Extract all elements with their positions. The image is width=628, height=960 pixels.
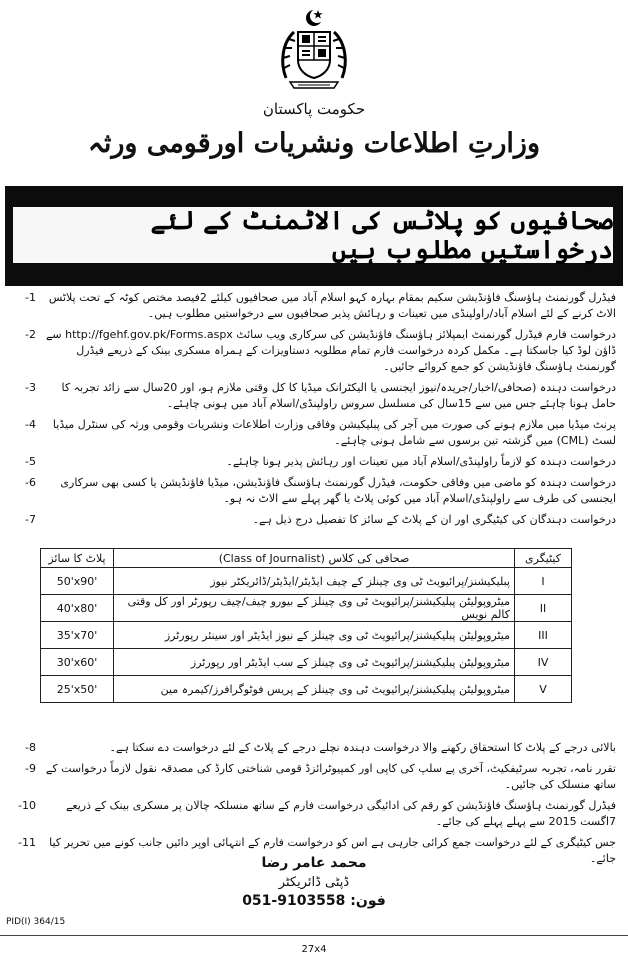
condition-number: -6 xyxy=(25,476,36,489)
condition-text: درخواست فارم فیڈرل گورنمنٹ ایمپلائز ہاؤسنگ فاؤنڈیشن کی سرکاری ویب سائٹ http://fgehf.gov.pk/Forms.aspx سے ڈاؤن لوڈ کیا جاسکتا ہے۔ مکمل کردہ درخواست فارم تمام مطلوبہ دستاویزات کے ہمراہ مسکری بینک کے ذریعے فیڈرل گورنمنٹ ہاؤسنگ فاؤنڈیشن کو جمع کروائے جائیں۔ xyxy=(45,328,616,373)
condition-text: درخواست دہندہ کو لازماً راولپنڈی/اسلام آباد میں تعینات اور رہائش پذیر ہونا چاہئے۔ xyxy=(226,455,616,468)
condition-item xyxy=(10,380,616,412)
headline-title: صحافیوں کو پلاٹس کی الاٹمنٹ کے لئے درخواستیں مطلوب ہیں xyxy=(13,207,613,263)
condition-number: -2 xyxy=(25,328,36,341)
cell-class: میٹروپولیٹن پبلیکیشنز/پرائیویٹ ٹی وی چینلز کے سب ایڈیٹر اور رپورٹرز xyxy=(114,649,515,676)
condition-item xyxy=(10,761,616,793)
cell-size: 50'x90' xyxy=(41,568,114,595)
signatory-name: محمد عامر رضا xyxy=(261,855,367,871)
ad-size-code: 27x4 xyxy=(301,944,327,955)
condition-text: درخواست دہندہ (صحافی/اخبار/جریدہ/نیوز ایجنسی یا الیکٹرانک میڈیا کا کل وقتی ملازم ہو، اور 20سال سے زائد تجربہ کا حامل ہونا چاہئے جس میں سے 15سال کی مسلسل سروس راولپنڈی/اسلام آباد میں ہونی چاہئے۔ xyxy=(61,381,616,410)
cell-category: IV xyxy=(515,649,572,676)
condition-text: بالائی درجے کے پلاٹ کا استحقاق رکھنے والا درخواست دہندہ نچلے درجے کے پلاٹ کے لئے درخواست دے سکتا ہے۔ xyxy=(109,741,616,754)
table-row xyxy=(41,649,572,676)
cell-size: 30'x60' xyxy=(41,649,114,676)
condition-item xyxy=(10,417,616,449)
condition-item xyxy=(10,327,616,375)
government-label: حکومت پاکستان xyxy=(262,100,366,118)
condition-item xyxy=(10,475,616,507)
ministry-title: وزارتِ اطلاعات ونشریات اورقومی ورثہ xyxy=(88,128,540,159)
condition-item xyxy=(10,512,616,528)
conditions-list-top xyxy=(10,290,616,533)
table-row xyxy=(41,568,572,595)
cell-class: پبلیکیشنز/پرائیویٹ ٹی وی چینلز کے چیف ایڈیٹر/ایڈیٹر/ڈائریکٹر نیوز xyxy=(114,568,515,595)
header-class: صحافی کی کلاس (Class of Journalist) xyxy=(114,549,515,568)
condition-text: جس کیٹیگری کے لئے درخواست جمع کرائی جارہی ہے اس کو درخواست فارم کے انتہائی اوپر دائیں جانب کونے میں تحریر کیا جائے۔ xyxy=(49,836,616,865)
condition-number: -7 xyxy=(25,513,36,526)
condition-number: -11 xyxy=(18,836,36,849)
condition-text: پرنٹ میڈیا میں ملازم ہونے کی صورت میں آجر کی پبلیکیشن وفاقی وزارت اطلاعات ونشریات وقومی ورثہ کی سنٹرل میڈیا لسٹ (CML) میں گزشتہ تین برسوں سے شامل ہونی چاہئے۔ xyxy=(52,418,616,447)
bottom-divider xyxy=(0,935,628,936)
cell-size: 35'x70' xyxy=(41,622,114,649)
phone-line xyxy=(0,892,628,911)
condition-item xyxy=(10,454,616,470)
phone-label: فون: xyxy=(350,893,386,909)
condition-number: -10 xyxy=(18,799,36,812)
cell-category: II xyxy=(515,595,572,622)
condition-number: -3 xyxy=(25,381,36,394)
condition-text: تقرر نامہ، تجربہ سرٹیفکیٹ، آخری پے سلپ کی کاپی اور کمپیوٹرائزڈ قومی شناختی کارڈ کی مصدقہ نقول لازماً درخواست کے ساتھ منسلک کی جائیں۔ xyxy=(45,762,616,791)
table-row xyxy=(41,595,572,622)
condition-text: فیڈرل گورنمنٹ ہاؤسنگ فاؤنڈیشن سکیم بمقام بہارہ کہو اسلام آباد میں صحافیوں کیلئے 2فیصد مختص کوٹہ کے تحت پلاٹس الاٹ کرنے کے لئے اسلام آباد/راولپنڈی میں تعینات و رہائش پذیر صحافیوں سے درخواستیں مطلوب ہیں۔ xyxy=(48,291,616,320)
table-header-row xyxy=(41,549,572,568)
condition-number: -5 xyxy=(25,455,36,468)
signatory-designation: ڈپٹی ڈائریکٹر xyxy=(278,875,350,890)
cell-size: 40'x80' xyxy=(41,595,114,622)
headline-banner xyxy=(5,186,623,286)
cell-category: III xyxy=(515,622,572,649)
cell-category: I xyxy=(515,568,572,595)
conditions-list-bottom xyxy=(10,740,616,872)
pid-code: PID(I) 364/15 xyxy=(6,917,66,927)
condition-number: -4 xyxy=(25,418,36,431)
condition-item xyxy=(10,798,616,830)
plot-category-table xyxy=(40,548,572,703)
condition-text: فیڈرل گورنمنٹ ہاؤسنگ فاؤنڈیشن کو رقم کی ادائیگی درخواست فارم کے ساتھ منسلکہ چالان پر مسکری بینک کے ذریعے 7اگست 2015 سے پہلے پہلے کی جائے۔ xyxy=(65,799,616,828)
cell-class: میٹروپولیٹن پبلیکیشنز/پرائیویٹ ٹی وی چینلز کے بیورو چیف/چیف رپورٹر اور کل وقتی کالم نویس xyxy=(114,595,515,622)
condition-item xyxy=(10,740,616,756)
table-row xyxy=(41,622,572,649)
condition-number: -9 xyxy=(25,762,36,775)
condition-text: درخواست دہندہ کو ماضی میں وفاقی حکومت، فیڈرل گورنمنٹ ہاؤسنگ فاؤنڈیشن، میڈیا فاؤنڈیشن یا کسی بھی سرکاری ایجنسی کی طرف سے راولپنڈی/اسلام آباد میں کوئی پلاٹ یا گھر پہلے سے الاٹ نہ ہو۔ xyxy=(60,476,616,505)
header-size: پلاٹ کا سائز xyxy=(41,549,114,568)
cell-category: V xyxy=(515,676,572,703)
header-category: کیٹیگری xyxy=(515,549,572,568)
cell-class: میٹروپولیٹن پبلیکیشنز/پرائیویٹ ٹی وی چینلز کے پریس فوٹوگرافرز/کیمرہ مین xyxy=(114,676,515,703)
state-emblem-icon xyxy=(272,8,356,94)
phone-number: 051-9103558 xyxy=(242,893,346,909)
condition-number: -1 xyxy=(25,291,36,304)
table-row xyxy=(41,676,572,703)
condition-number: -8 xyxy=(25,741,36,754)
cell-class: میٹروپولیٹن پبلیکیشنز/پرائیویٹ ٹی وی چینلز کے نیوز ایڈیٹر اور سینئر رپورٹرز xyxy=(114,622,515,649)
condition-item xyxy=(10,290,616,322)
signature-block xyxy=(0,854,628,911)
cell-size: 25'x50' xyxy=(41,676,114,703)
condition-text: درخواست دہندگان کی کیٹیگری اور ان کے پلاٹ کے سائز کا تفصیل درج ذیل ہے۔ xyxy=(252,513,616,526)
